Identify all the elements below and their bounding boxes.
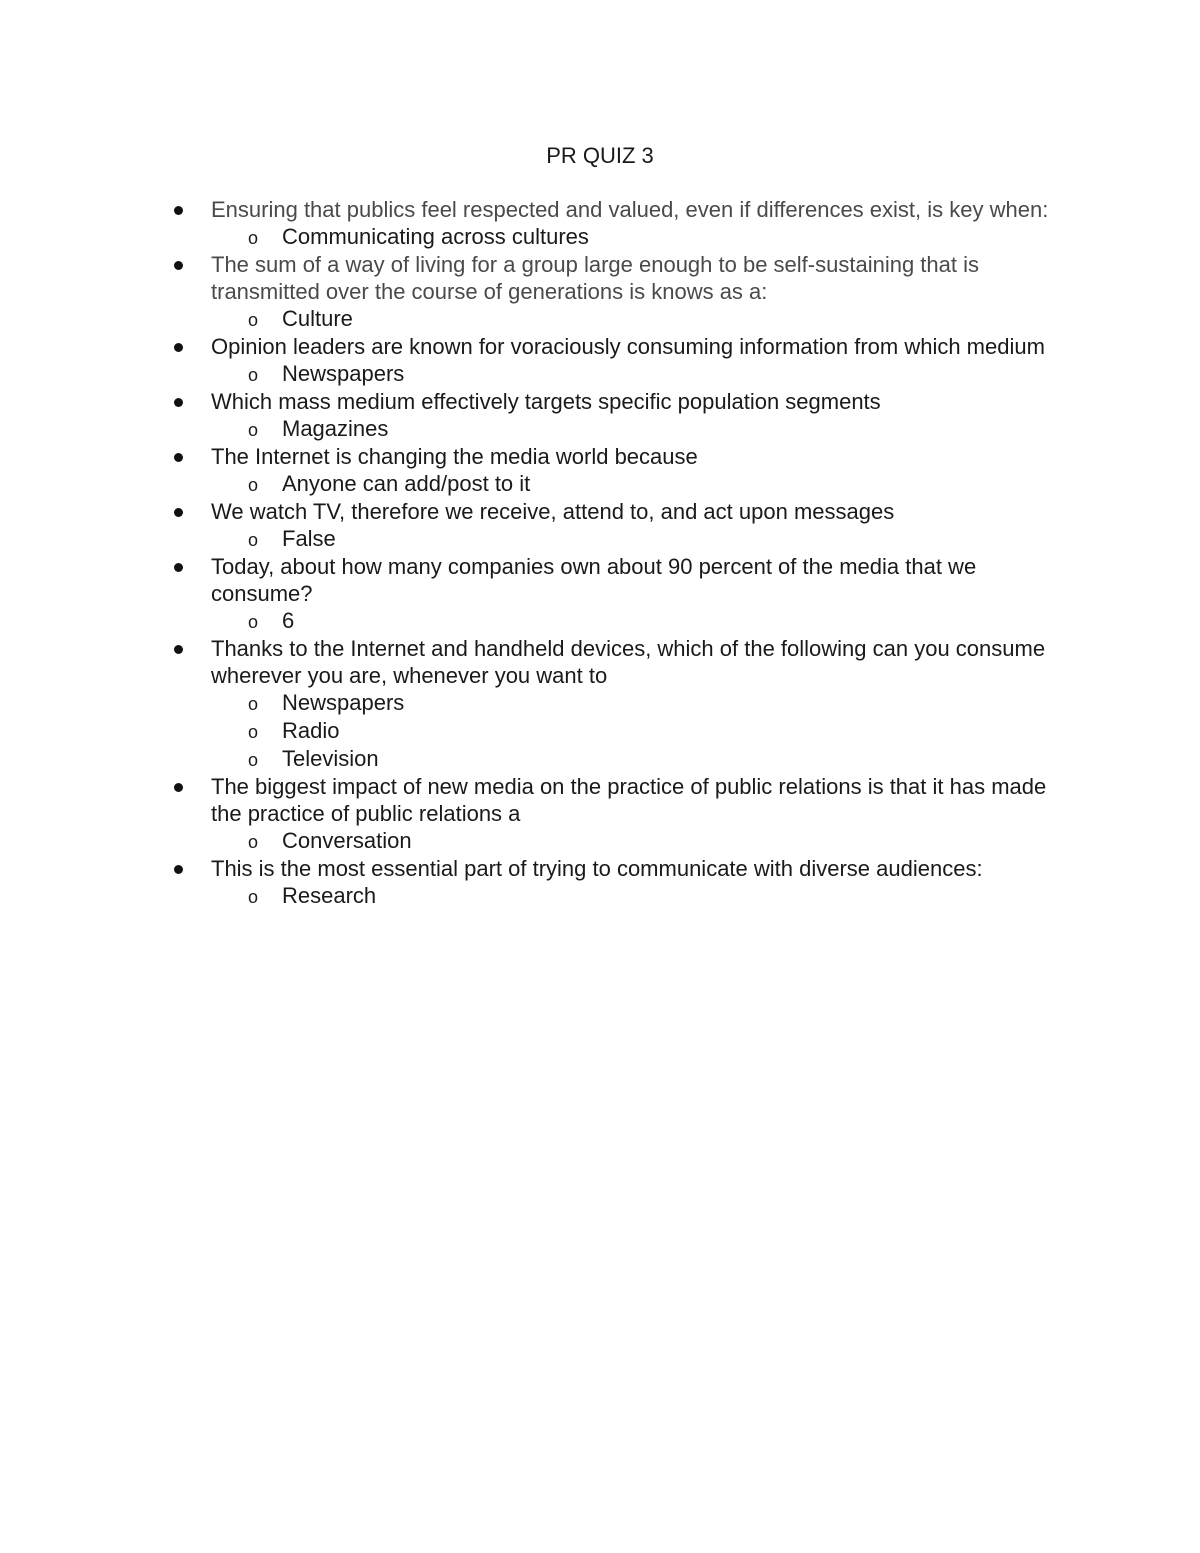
answer-item xyxy=(211,689,1051,717)
answer-text: Conversation xyxy=(282,828,412,853)
circle-marker-icon: o xyxy=(248,475,259,495)
question-text: Ensuring that publics feel respected and valued, even if differences exist, is key when: xyxy=(211,197,1049,222)
answer-item xyxy=(211,745,1051,773)
circle-marker-icon: o xyxy=(248,365,259,385)
answer-list xyxy=(211,415,1051,443)
bullet-icon xyxy=(174,508,183,517)
answer-item xyxy=(211,717,1051,745)
answer-text: Television xyxy=(282,746,379,771)
bullet-icon xyxy=(174,398,183,407)
question-text: The Internet is changing the media world because xyxy=(211,444,698,469)
circle-marker-icon: o xyxy=(248,722,259,742)
answer-list xyxy=(211,689,1051,773)
question-item xyxy=(211,251,1051,333)
question-item xyxy=(211,773,1051,855)
question-text: The sum of a way of living for a group large enough to be self-sustaining that is transmitted over the course of generations is knows as a: xyxy=(211,252,979,304)
answer-list xyxy=(211,360,1051,388)
answer-item xyxy=(211,525,1051,553)
answer-item xyxy=(211,882,1051,910)
question-text: This is the most essential part of trying to communicate with diverse audiences: xyxy=(211,856,983,881)
question-item xyxy=(211,388,1051,443)
question-list xyxy=(211,196,1051,910)
bullet-icon xyxy=(174,343,183,352)
question-text: The biggest impact of new media on the practice of public relations is that it has made the practice of public relations a xyxy=(211,774,1047,826)
bullet-icon xyxy=(174,261,183,270)
question-item xyxy=(211,196,1051,251)
answer-text: Communicating across cultures xyxy=(282,224,589,249)
answer-list xyxy=(211,607,1051,635)
answer-text: Newspapers xyxy=(282,690,405,715)
bullet-icon xyxy=(174,645,183,654)
question-text: Today, about how many companies own about 90 percent of the media that we consume? xyxy=(211,554,977,606)
answer-text: Newspapers xyxy=(282,361,405,386)
answer-item xyxy=(211,470,1051,498)
question-item xyxy=(211,635,1051,773)
bullet-icon xyxy=(174,563,183,572)
circle-marker-icon: o xyxy=(248,310,259,330)
answer-text: Radio xyxy=(282,718,340,743)
circle-marker-icon: o xyxy=(248,612,259,632)
answer-list xyxy=(211,525,1051,553)
circle-marker-icon: o xyxy=(248,887,259,907)
answer-text: Magazines xyxy=(282,416,389,441)
question-item xyxy=(211,333,1051,388)
answer-list xyxy=(211,223,1051,251)
question-text: Thanks to the Internet and handheld devices, which of the following can you consume wherever you are, whenever you want to xyxy=(211,636,1046,688)
circle-marker-icon: o xyxy=(248,530,259,550)
answer-list xyxy=(211,470,1051,498)
answer-text: Anyone can add/post to it xyxy=(282,471,531,496)
question-text: Which mass medium effectively targets specific population segments xyxy=(211,389,881,414)
answer-item xyxy=(211,415,1051,443)
document-title: PR QUIZ 3 xyxy=(546,143,654,168)
bullet-icon xyxy=(174,865,183,874)
answer-list xyxy=(211,882,1051,910)
circle-marker-icon: o xyxy=(248,694,259,714)
bullet-icon xyxy=(174,453,183,462)
answer-list xyxy=(211,827,1051,855)
question-item xyxy=(211,498,1051,553)
bullet-icon xyxy=(174,206,183,215)
answer-item xyxy=(211,607,1051,635)
question-item xyxy=(211,443,1051,498)
answer-list xyxy=(211,305,1051,333)
circle-marker-icon: o xyxy=(248,750,259,770)
answer-text: Culture xyxy=(282,306,353,331)
answer-text: False xyxy=(282,526,336,551)
circle-marker-icon: o xyxy=(248,420,259,440)
question-text: We watch TV, therefore we receive, attend to, and act upon messages xyxy=(211,499,895,524)
question-text: Opinion leaders are known for voraciously consuming information from which medium xyxy=(211,334,1045,359)
bullet-icon xyxy=(174,783,183,792)
answer-item xyxy=(211,223,1051,251)
question-item xyxy=(211,855,1051,910)
answer-item xyxy=(211,360,1051,388)
answer-item xyxy=(211,305,1051,333)
answer-text: 6 xyxy=(282,608,295,633)
answer-text: Research xyxy=(282,883,377,908)
answer-item xyxy=(211,827,1051,855)
circle-marker-icon: o xyxy=(248,228,259,248)
circle-marker-icon: o xyxy=(248,832,259,852)
question-item xyxy=(211,553,1051,635)
